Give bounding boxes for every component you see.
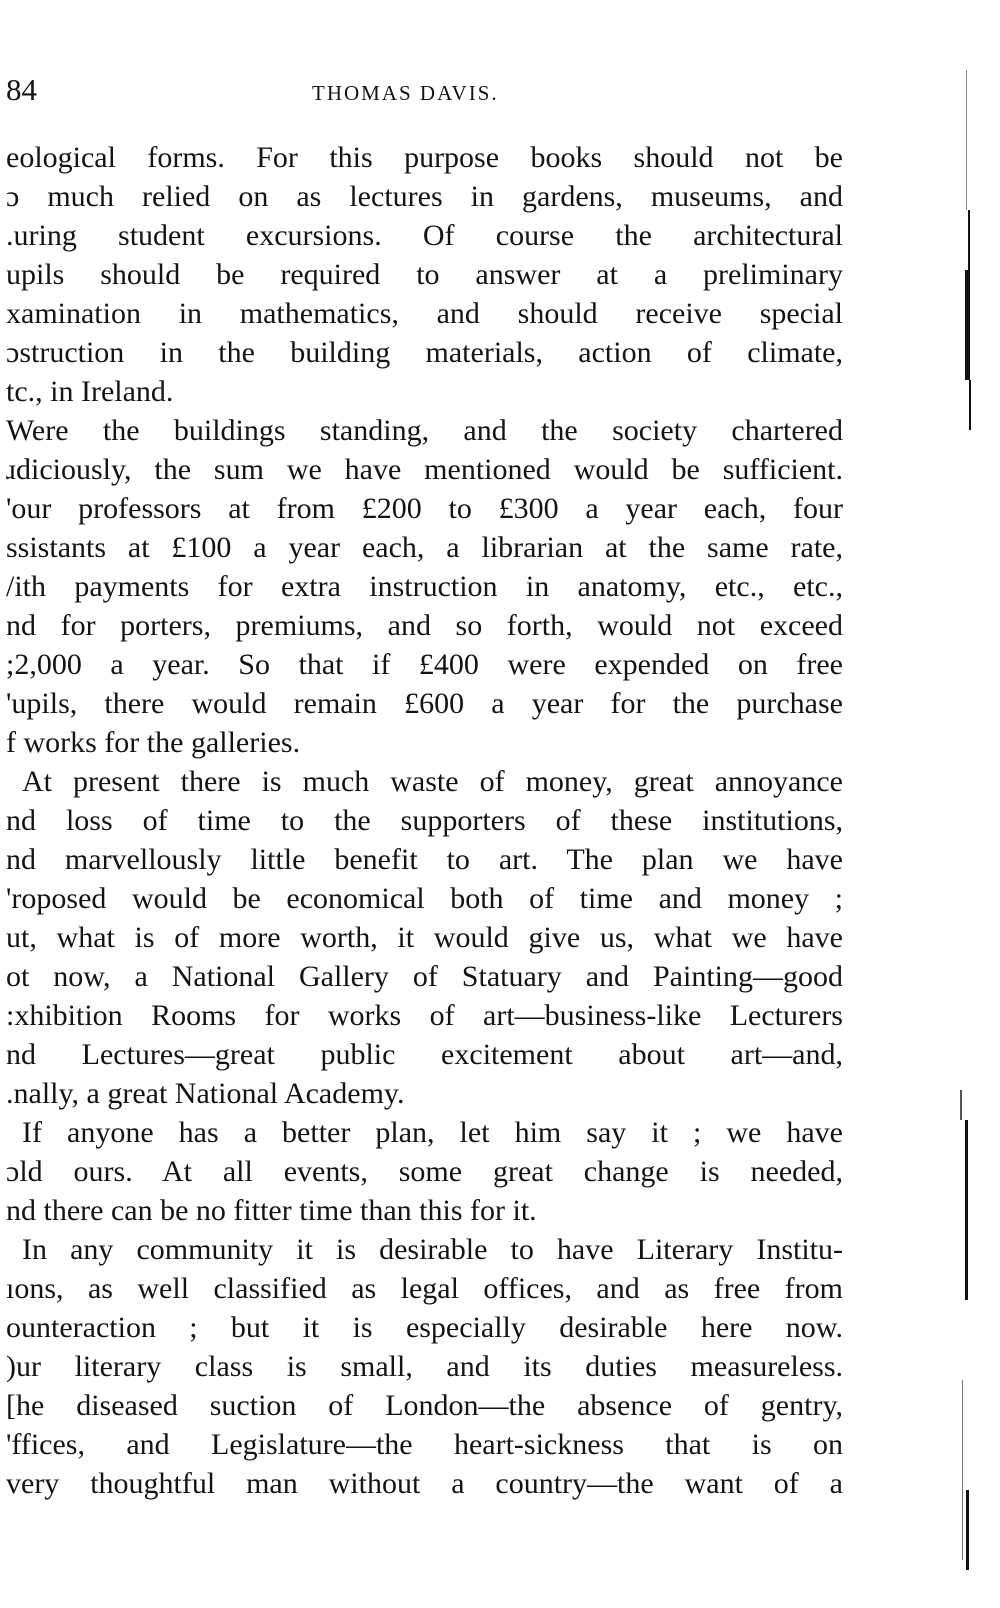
scan-edge-mark xyxy=(966,70,967,210)
text-line: nd for porters, premiums, and so forth, would not exceed xyxy=(6,609,843,642)
text-line: 'ffices, and Legislature—the heart-sickness that is on xyxy=(6,1428,843,1461)
text-line: Were the buildings standing, and the society chartered xyxy=(6,414,843,447)
text-line: nd there can be no fitter time than this for it. xyxy=(6,1194,537,1227)
text-line: 'our professors at from £200 to £300 a year each, four xyxy=(6,492,843,525)
scan-edge-mark xyxy=(965,1120,968,1300)
text-line: xamination in mathematics, and should receive special xyxy=(6,297,843,330)
text-line: If anyone has a better plan, let him say it ; we have xyxy=(22,1116,843,1149)
text-line: 'upils, there would remain £600 a year for the purchase xyxy=(6,687,843,720)
scan-edge-mark xyxy=(969,380,971,430)
text-line: /ith payments for extra instruction in anatomy, etc., etc., xyxy=(6,570,843,603)
text-line: ıons, as well classified as legal offices, and as free from xyxy=(6,1272,843,1305)
scan-edge-mark xyxy=(965,270,970,380)
text-line: ut, what is of more worth, it would give us, what we have xyxy=(6,921,843,954)
text-line: f works for the galleries. xyxy=(6,726,301,759)
text-line: In any community it is desirable to have Literary Institu- xyxy=(22,1233,843,1266)
text-line: ssistants at £100 a year each, a librarian at the same rate, xyxy=(6,531,843,564)
text-line: nd marvellously little benefit to art. The plan we have xyxy=(6,843,843,876)
text-line: ɹdiciously, the sum we have mentioned would be sufficient. xyxy=(6,453,843,486)
scan-edge-mark xyxy=(962,1380,963,1560)
text-line: [he diseased suction of London—the absence of gentry, xyxy=(6,1389,843,1422)
text-line: ɔld ours. At all events, some great change is needed, xyxy=(6,1155,843,1188)
running-head: THOMAS DAVIS. xyxy=(312,81,499,105)
text-line: At present there is much waste of money, great annoyance xyxy=(22,765,843,798)
text-line: .uring student excursions. Of course the architectural xyxy=(6,219,843,252)
text-line: upils should be required to answer at a preliminary xyxy=(6,258,843,291)
text-line: 'roposed would be economical both of time and money ; xyxy=(6,882,843,915)
text-line: ɔstruction in the building materials, action of climate, xyxy=(6,336,843,369)
scan-edge-mark xyxy=(968,210,970,270)
text-line: ot now, a National Gallery of Statuary and Painting—good xyxy=(6,960,843,993)
text-line: ;2,000 a year. So that if £400 were expended on free xyxy=(6,648,843,681)
scan-edge-mark xyxy=(960,1090,962,1120)
scan-edge-mark xyxy=(966,1490,969,1570)
text-line: eological forms. For this purpose books should not be xyxy=(6,141,843,174)
page-number: 84 xyxy=(6,72,37,107)
text-line: tc., in Ireland. xyxy=(6,375,174,408)
text-line: nd Lectures—great public excitement about art—and, xyxy=(6,1038,843,1071)
text-line: ounteraction ; but it is especially desirable here now. xyxy=(6,1311,843,1344)
text-line: nd loss of time to the supporters of these institutions, xyxy=(6,804,843,837)
text-line: very thoughtful man without a country—the want of a xyxy=(6,1467,843,1500)
text-line: :xhibition Rooms for works of art—business-like Lecturers xyxy=(6,999,843,1032)
text-line: .nally, a great National Academy. xyxy=(6,1077,405,1110)
text-line: )ur literary class is small, and its duties measureless. xyxy=(6,1350,843,1383)
text-line: ɔ much relied on as lectures in gardens, museums, and xyxy=(6,180,843,213)
